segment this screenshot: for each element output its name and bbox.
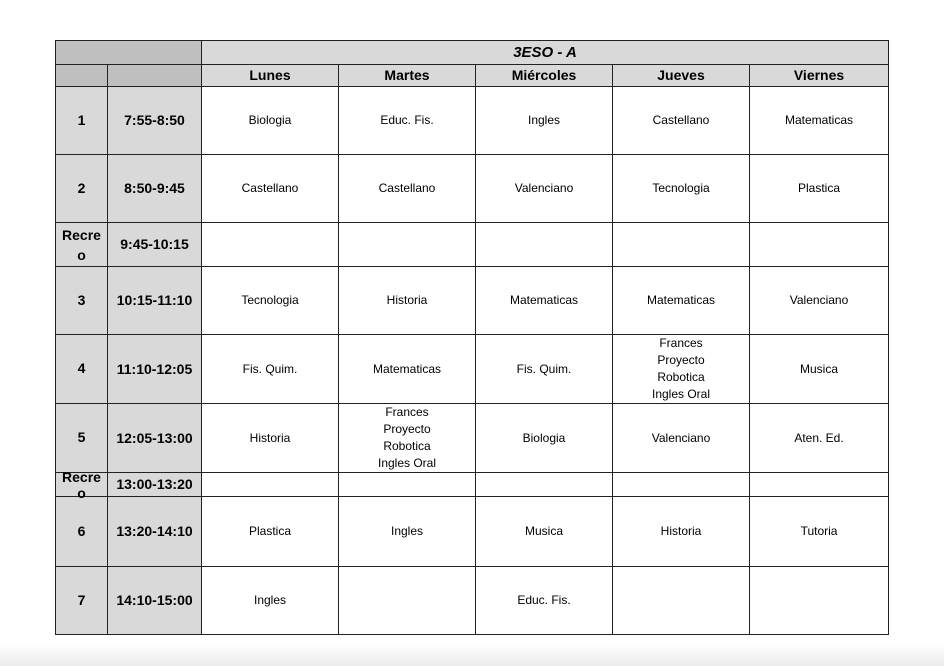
period-number [56,404,108,473]
title-row [56,41,889,65]
subject-cell: Educ. Fis. [339,87,476,155]
day-header: Viernes [750,65,889,87]
period-number-text: 4 [77,360,86,376]
subject-cell: Castellano [202,155,339,223]
period-time: 9:45-10:15 [108,223,202,267]
period-row [56,335,889,404]
subject-cell: Castellano [613,87,750,155]
title-corner-cell [56,41,202,65]
period-time: 13:00-13:20 [108,473,202,497]
period-time: 7:55-8:50 [108,87,202,155]
period-row [56,87,889,155]
subject-cell [339,473,476,497]
subject-cell: Matematicas [613,267,750,335]
break-label-text: Recre o [62,469,101,501]
break-label [56,469,108,501]
header-corner-num [56,65,108,87]
period-number [56,497,108,567]
period-row [56,267,889,335]
subject-cell [476,223,613,267]
subject-cell: Musica [476,497,613,567]
subject-cell: Valenciano [476,155,613,223]
period-time: 13:20-14:10 [108,497,202,567]
subject-cell: Biologia [202,87,339,155]
day-header: Lunes [202,65,339,87]
period-number-text: 5 [77,429,86,445]
subject-cell: Musica [750,335,889,404]
subject-cell: Matematicas [750,87,889,155]
period-number-text: 6 [77,522,86,539]
timetable [55,40,889,635]
page-bottom-shade [0,644,944,666]
subject-cell: Fis. Quim. [476,335,613,404]
subject-cell [613,473,750,497]
class-title: 3ESO - A [202,41,889,65]
subject-cell [476,473,613,497]
period-time: 11:10-12:05 [108,335,202,404]
subject-cell [202,223,339,267]
subject-cell [750,223,889,267]
subject-cell: Historia [202,404,339,473]
subject-cell: Biologia [476,404,613,473]
period-time: 10:15-11:10 [108,267,202,335]
subject-cell: Ingles [202,567,339,635]
subject-cell: Matematicas [339,335,476,404]
period-time: 12:05-13:00 [108,404,202,473]
subject-cell [613,567,750,635]
day-header: Martes [339,65,476,87]
subject-cell: Tecnologia [202,267,339,335]
period-number [56,155,108,223]
subject-cell: Fis. Quim. [202,335,339,404]
day-header-row [56,65,889,87]
subject-cell: Tutoria [750,497,889,567]
period-row [56,567,889,635]
day-header: Jueves [613,65,750,87]
subject-cell: Castellano [339,155,476,223]
subject-cell: Frances Proyecto Robotica Ingles Oral [339,404,476,473]
period-row [56,497,889,567]
period-row [56,223,889,267]
day-header: Miércoles [476,65,613,87]
subject-cell: Plastica [750,155,889,223]
subject-cell: Tecnologia [613,155,750,223]
break-label-text: Recre o [62,226,101,263]
period-number [56,567,108,635]
period-number-text: 7 [77,591,86,608]
period-number [56,267,108,335]
subject-cell [613,223,750,267]
period-number [56,87,108,155]
period-number-text: 2 [77,179,86,196]
header-corner-time [108,65,202,87]
subject-cell [750,473,889,497]
subject-cell: Valenciano [613,404,750,473]
period-number [56,335,108,404]
subject-cell: Aten. Ed. [750,404,889,473]
subject-cell: Historia [339,267,476,335]
subject-cell: Matematicas [476,267,613,335]
subject-cell [750,567,889,635]
subject-cell: Plastica [202,497,339,567]
subject-cell: Ingles [339,497,476,567]
subject-cell [339,567,476,635]
subject-cell: Educ. Fis. [476,567,613,635]
period-row [56,404,889,473]
period-row [56,473,889,497]
subject-cell [339,223,476,267]
subject-cell: Ingles [476,87,613,155]
period-time: 8:50-9:45 [108,155,202,223]
period-number-text: 3 [77,291,86,308]
period-time: 14:10-15:00 [108,567,202,635]
subject-cell: Historia [613,497,750,567]
subject-cell [202,473,339,497]
subject-cell: Valenciano [750,267,889,335]
period-number-text: 1 [77,111,86,128]
break-label [56,223,108,267]
subject-cell: Frances Proyecto Robotica Ingles Oral [613,335,750,404]
period-row [56,155,889,223]
